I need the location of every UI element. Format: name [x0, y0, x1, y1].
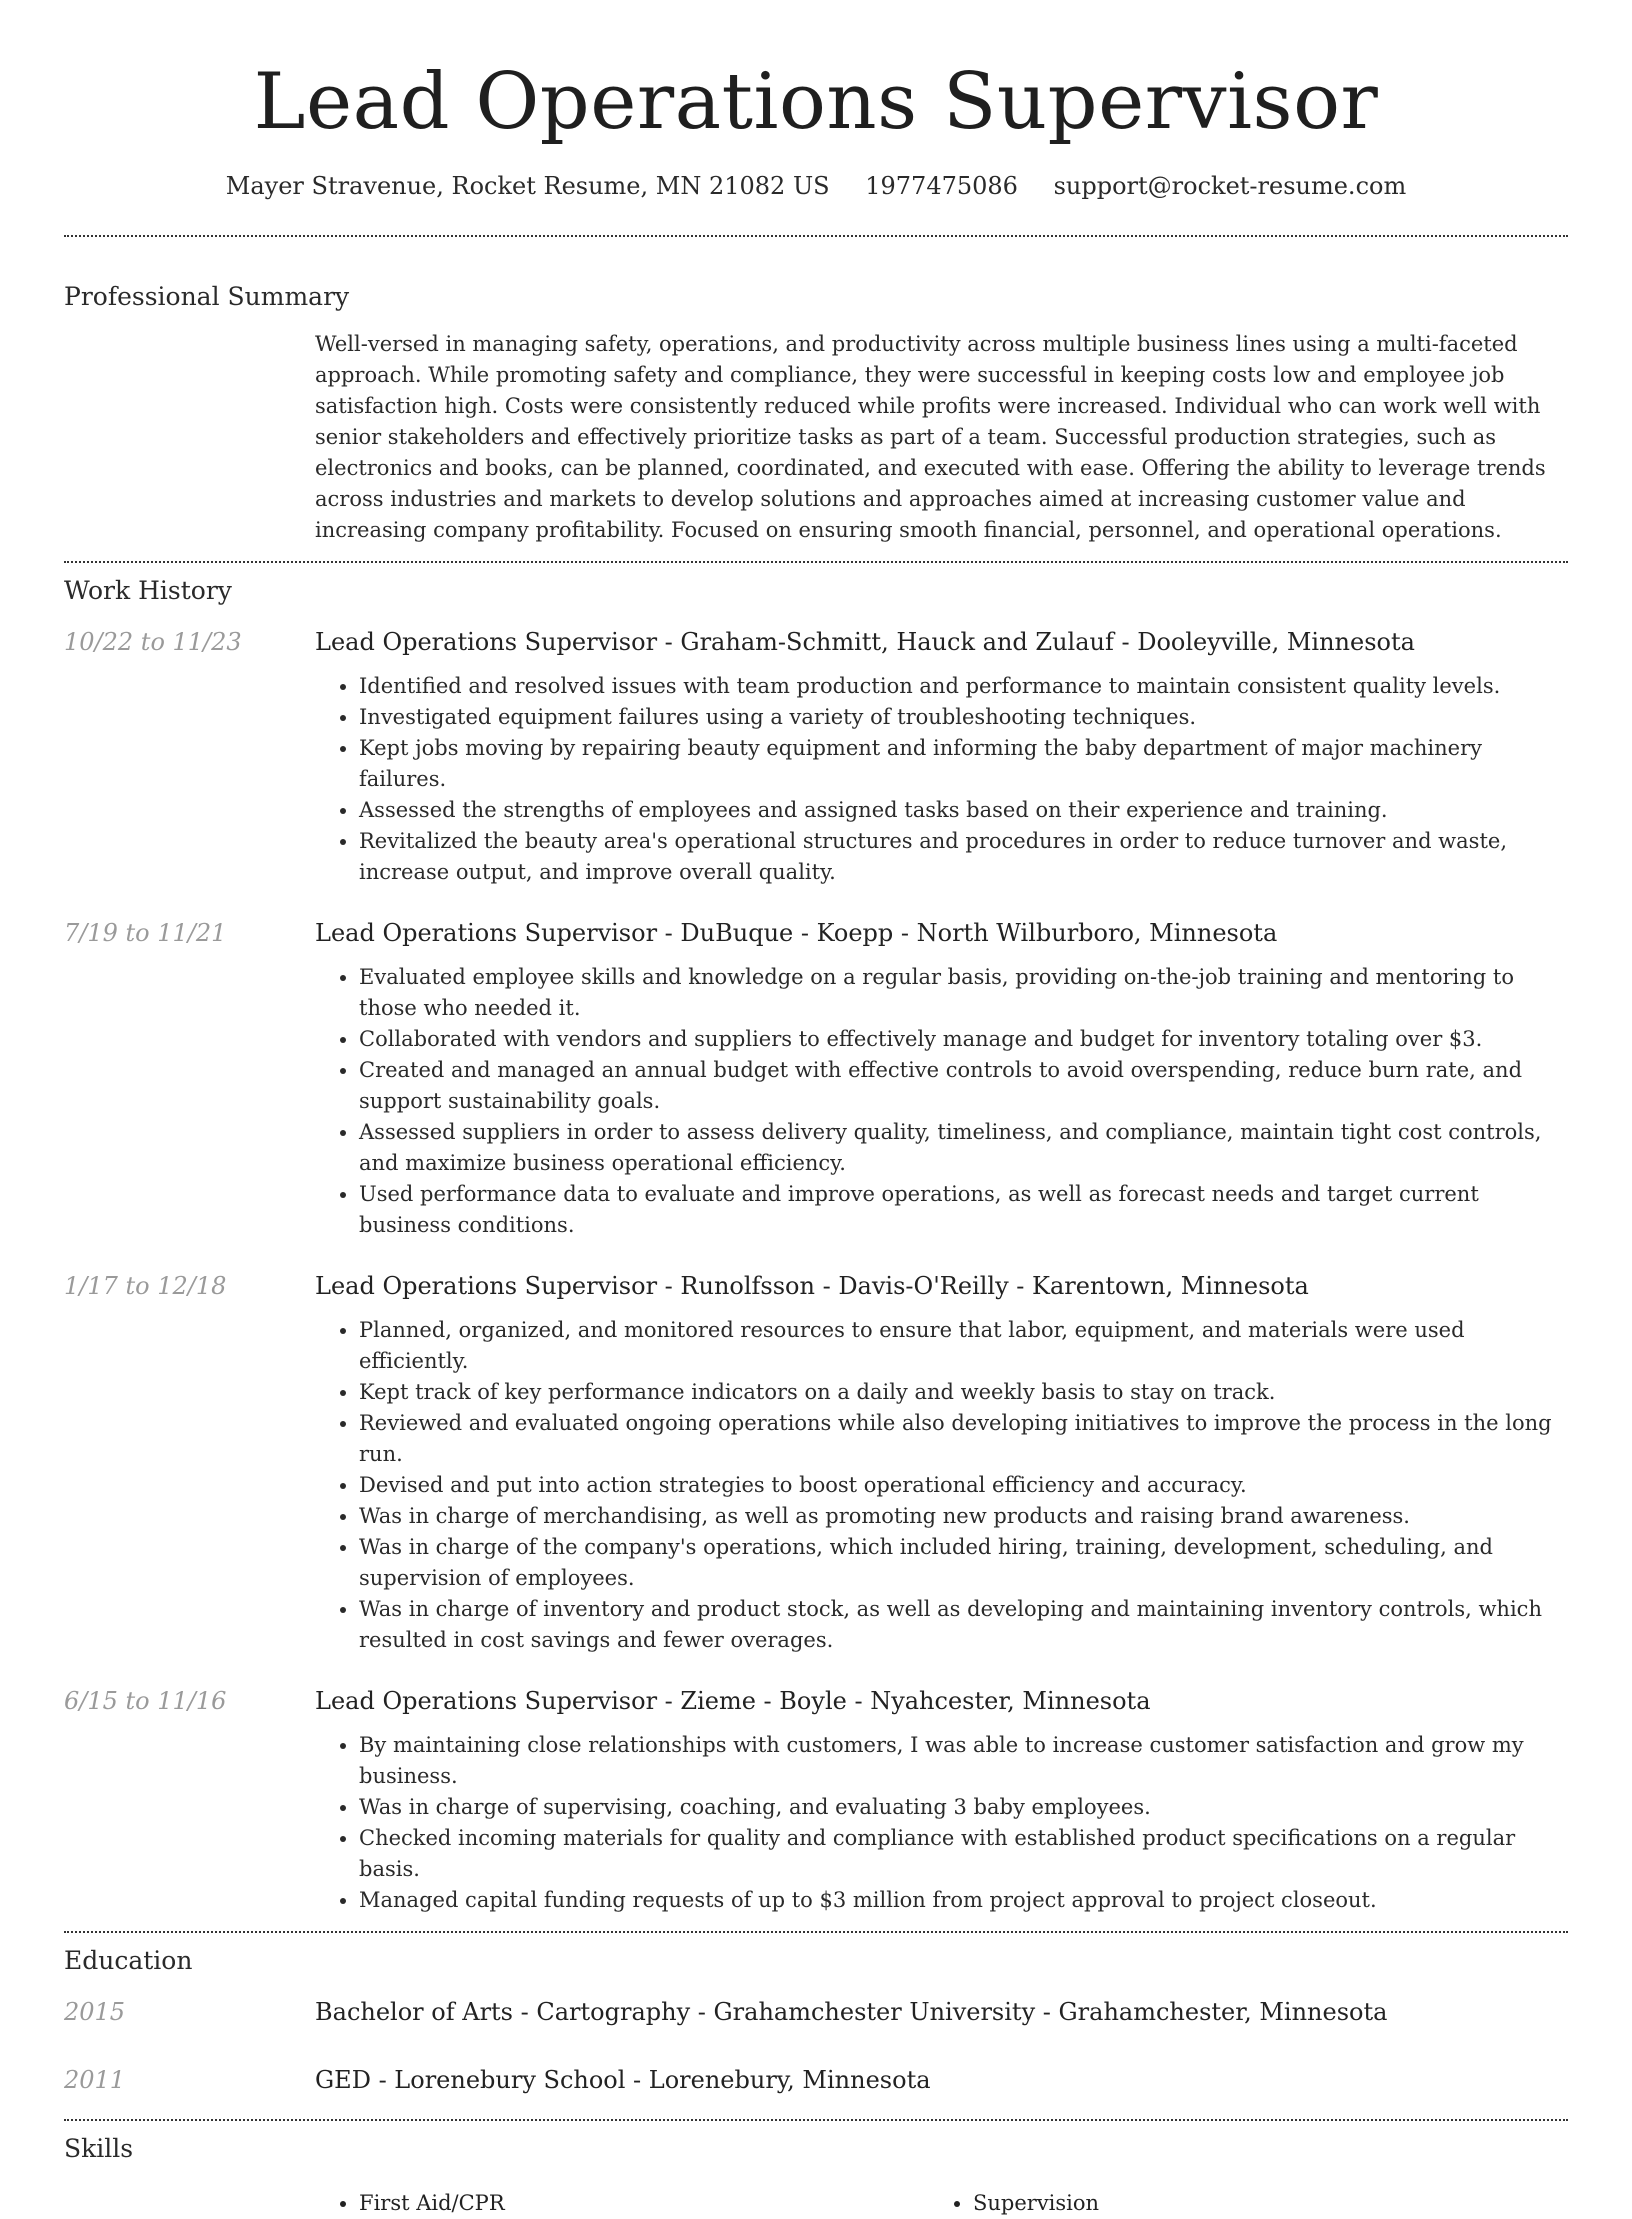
jobs-list — [64, 625, 1568, 1916]
job-heading: Lead Operations Supervisor - Graham-Schmitt, Hauck and Zulauf - Dooleyville, Minnesota — [315, 628, 1415, 656]
job-bullet: • Managed capital funding requests of up to $3 million from project approval to project closeout. — [359, 1885, 1568, 1916]
education-entry — [64, 2063, 1568, 2097]
summary-spacer — [64, 329, 315, 546]
job-bullet: • Evaluated employee skills and knowledge on a regular basis, providing on-the-job training and mentoring to those who needed it. — [359, 962, 1568, 1024]
job-bullet: • Used performance data to evaluate and improve operations, as well as forecast needs and target current business conditions. — [359, 1179, 1568, 1241]
job-bullet: • Collaborated with vendors and suppliers to effectively manage and budget for inventory totaling over $3. — [359, 1024, 1568, 1055]
job-bullet: • By maintaining close relationships with customers, I was able to increase customer satisfaction and grow my business. — [359, 1730, 1568, 1792]
job-details — [315, 1684, 1568, 1916]
job-heading: Lead Operations Supervisor - DuBuque - Koepp - North Wilburboro, Minnesota — [315, 919, 1278, 947]
section-divider — [64, 235, 1568, 237]
skills-list-right — [929, 2188, 1543, 2219]
resume-name: Lead Operations Supervisor — [253, 57, 1379, 147]
skills-title: Skills — [64, 2134, 134, 2163]
section-divider — [64, 561, 1568, 563]
job-bullets — [315, 1315, 1568, 1656]
education-heading: Bachelor of Arts - Cartography - Grahamchester University - Grahamchester, Minnesota — [315, 1998, 1388, 2026]
job-bullet: • Kept jobs moving by repairing beauty equipment and informing the baby department of major machinery failures. — [359, 733, 1568, 795]
work-history-section — [64, 574, 1568, 1916]
job-details — [315, 625, 1568, 888]
skill-item: • Supervision — [973, 2188, 1543, 2219]
job-bullet: • Assessed suppliers in order to assess delivery quality, timeliness, and compliance, maintain tight cost controls, and maximize business operational efficiency. — [359, 1117, 1568, 1179]
education-section — [64, 1944, 1568, 2097]
job-bullet: • Planned, organized, and monitored resources to ensure that labor, equipment, and materials were used efficiently. — [359, 1315, 1568, 1377]
job-bullet: • Was in charge of inventory and product stock, as well as developing and maintaining inventory controls, which resulted in cost savings and fewer overages. — [359, 1594, 1568, 1656]
skills-spacer — [64, 2188, 315, 2219]
job-entry — [64, 625, 1568, 888]
skills-list-left — [315, 2188, 929, 2219]
job-bullet: • Kept track of key performance indicators on a daily and weekly basis to stay on track. — [359, 1377, 1568, 1408]
contact-phone: 1977475086 — [865, 172, 1018, 200]
job-entry — [64, 1269, 1568, 1656]
job-bullet: • Was in charge of supervising, coaching, and evaluating 3 baby employees. — [359, 1792, 1568, 1823]
job-details — [315, 916, 1568, 1241]
skills-grid — [315, 2188, 1568, 2219]
job-bullet: • Reviewed and evaluated ongoing operations while also developing initiatives to improve the process in the long run. — [359, 1408, 1568, 1470]
job-heading: Lead Operations Supervisor - Runolfsson - Davis-O'Reilly - Karentown, Minnesota — [315, 1272, 1309, 1300]
job-bullet: • Was in charge of merchandising, as well as promoting new products and raising brand awareness. — [359, 1501, 1568, 1532]
work-history-title: Work History — [64, 576, 232, 605]
education-entry — [64, 1995, 1568, 2029]
job-bullet: • Revitalized the beauty area's operational structures and procedures in order to reduce turnover and waste, increase output, and improve overall quality. — [359, 826, 1568, 888]
education-heading: GED - Lorenebury School - Lorenebury, Minnesota — [315, 2066, 931, 2094]
job-entry — [64, 1684, 1568, 1916]
skills-row — [64, 2188, 1568, 2219]
contact-line — [64, 170, 1568, 202]
job-bullets — [315, 1730, 1568, 1916]
education-year: 2011 — [64, 2066, 126, 2094]
education-year: 2015 — [64, 1998, 126, 2026]
job-bullet: • Devised and put into action strategies to boost operational efficiency and accuracy. — [359, 1470, 1568, 1501]
job-dates: 6/15 to 11/16 — [64, 1687, 227, 1715]
summary-section — [64, 280, 1568, 546]
skill-item: • First Aid/CPR — [359, 2188, 929, 2219]
contact-email: support@rocket-resume.com — [1053, 172, 1407, 200]
job-details — [315, 1269, 1568, 1656]
skills-section — [64, 2132, 1568, 2219]
education-title: Education — [64, 1946, 193, 1975]
education-list — [64, 1995, 1568, 2097]
job-entry — [64, 916, 1568, 1241]
summary-row — [64, 329, 1568, 546]
job-bullet: • Investigated equipment failures using a variety of troubleshooting techniques. — [359, 702, 1568, 733]
job-dates: 7/19 to 11/21 — [64, 919, 227, 947]
resume-page — [64, 0, 1568, 2219]
summary-text: Well-versed in managing safety, operations, and productivity across multiple business lines using a multi-faceted approach. While promoting safety and compliance, they were successful in keeping costs low and employee job satisfaction high. Costs were consistently reduced while profits were increased. Individual who can work well with senior stakeholders and effectively prioritize tasks as part of a team. Successful production strategies, such as electronics and books, can be planned, coordinated, and executed with ease. Offering the ability to leverage trends across industries and markets to develop solutions and approaches aimed at increasing customer value and increasing company profitability. Focused on ensuring smooth financial, personnel, and operational operations. — [315, 332, 1546, 542]
summary-title: Professional Summary — [64, 282, 350, 311]
section-divider — [64, 1931, 1568, 1933]
job-bullet: • Identified and resolved issues with team production and performance to maintain consistent quality levels. — [359, 671, 1568, 702]
job-heading: Lead Operations Supervisor - Zieme - Boyle - Nyahcester, Minnesota — [315, 1687, 1151, 1715]
contact-address: Mayer Stravenue, Rocket Resume, MN 21082 US — [225, 172, 830, 200]
job-bullet: • Assessed the strengths of employees and assigned tasks based on their experience and training. — [359, 795, 1568, 826]
section-divider — [64, 2119, 1568, 2121]
job-dates: 1/17 to 12/18 — [64, 1272, 227, 1300]
job-bullet: • Checked incoming materials for quality and compliance with established product specifications on a regular basis. — [359, 1823, 1568, 1885]
job-bullet: • Was in charge of the company's operations, which included hiring, training, development, scheduling, and supervision of employees. — [359, 1532, 1568, 1594]
job-bullets — [315, 671, 1568, 888]
job-dates: 10/22 to 11/23 — [64, 628, 242, 656]
job-bullet: • Created and managed an annual budget with effective controls to avoid overspending, reduce burn rate, and support sustainability goals. — [359, 1055, 1568, 1117]
job-bullets — [315, 962, 1568, 1241]
